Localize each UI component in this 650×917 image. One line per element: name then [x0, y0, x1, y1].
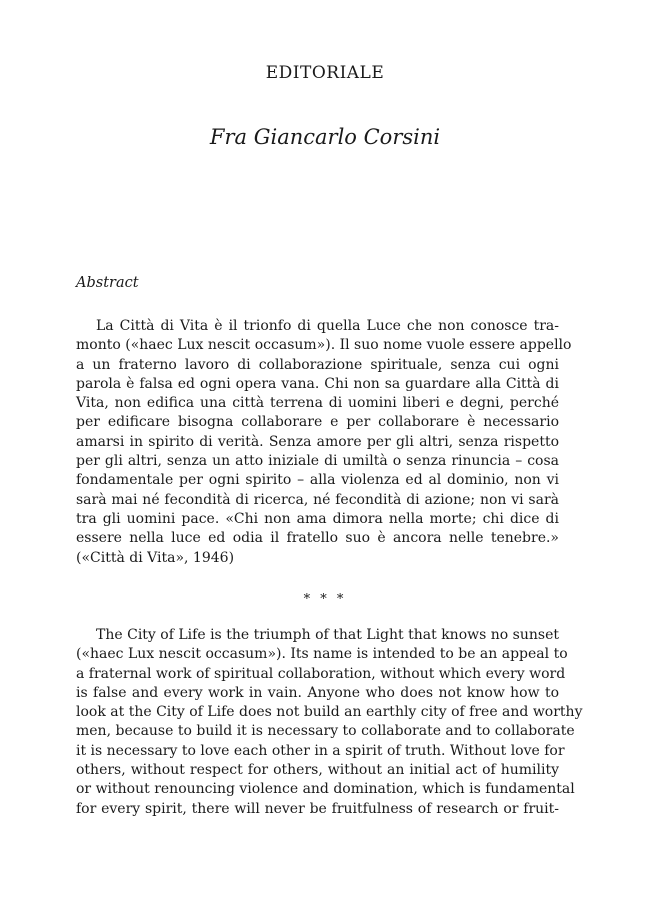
- paragraph-line: amarsi in spirito di verità. Senza amore per gli altri, senza rispetto: [76, 433, 559, 450]
- paragraph-line: for every spirit, there will never be fruitfulness of research or fruit-: [76, 800, 559, 817]
- paragraph-line: is false and every work in vain. Anyone who does not know how to: [76, 684, 559, 701]
- paragraph-line: monto («haec Lux nescit occasum»). Il suo nome vuole essere appello: [76, 337, 572, 354]
- section-heading: EDITORIALE: [265, 63, 385, 83]
- paragraph-line: sarà mai né fecondità di ricerca, né fecondità di azione; non vi sarà: [76, 491, 559, 508]
- italian-abstract-paragraph: [76, 317, 572, 568]
- paragraph-line: a un fraterno lavoro di collaborazione spirituale, senza cui ogni: [76, 356, 559, 373]
- paragraph-line: it is necessary to love each other in a spirit of truth. Without love for: [76, 742, 565, 759]
- paragraph-line: («Città di Vita», 1946): [76, 549, 235, 566]
- paragraph-line: fondamentale per ogni spirito – alla violenza ed al dominio, non vi: [76, 472, 559, 489]
- paragraph-line: parola è falsa ed ogni opera vana. Chi non sa guardare alla Città di: [76, 375, 559, 392]
- paragraph-line: tra gli uomini pace. «Chi non ama dimora nella morte; chi dice di: [76, 510, 559, 527]
- section-separator: * * *: [303, 592, 347, 607]
- paragraph-line: Vita, non edifica una città terrena di uomini liberi e degni, perché: [76, 395, 559, 412]
- paragraph-line: («haec Lux nescit occasum»). Its name is intended to be an appeal to: [76, 646, 568, 663]
- paragraph-line: men, because to build it is necessary to collaborate and to collaborate: [76, 723, 575, 740]
- author-name: Fra Giancarlo Corsini: [209, 125, 441, 149]
- paragraph-line: The City of Life is the triumph of that Light that knows no sunset: [96, 627, 559, 643]
- paragraph-line: a fraternal work of spiritual collaboration, without which every word: [76, 665, 566, 682]
- paragraph-line: essere nella luce ed odia il fratello suo è ancora nelle tenebre.»: [76, 530, 559, 547]
- paragraph-line: La Città di Vita è il trionfo di quella Luce che non conosce tra-: [96, 318, 559, 334]
- paragraph-line: per edificare bisogna collaborare e per collaborare è necessario: [76, 414, 559, 431]
- abstract-label: Abstract: [76, 275, 139, 291]
- english-abstract-paragraph: [76, 626, 583, 819]
- paragraph-line: or without renouncing violence and domination, which is fundamental: [76, 781, 575, 798]
- paragraph-line: others, without respect for others, without an initial act of humility: [76, 762, 559, 779]
- paragraph-line: per gli altri, senza un atto iniziale di umiltà o senza rinuncia – cosa: [76, 453, 559, 470]
- paragraph-line: look at the City of Life does not build an earthly city of free and worthy: [76, 704, 583, 721]
